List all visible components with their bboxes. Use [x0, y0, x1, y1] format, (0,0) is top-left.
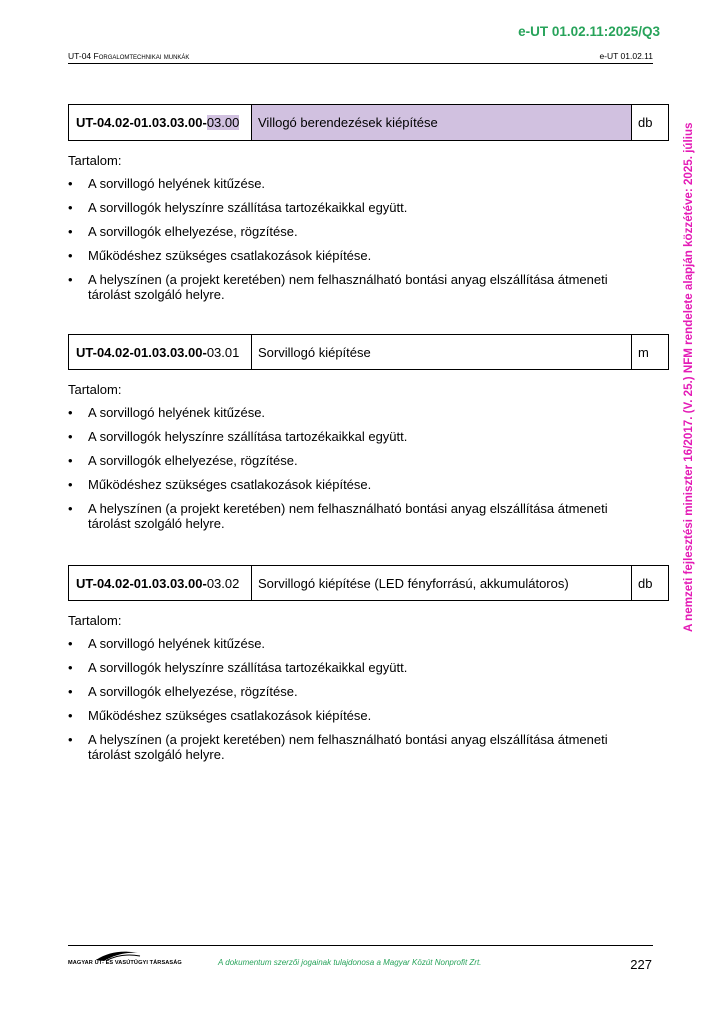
list-item: • A sorvillogók elhelyezése, rögzítése. [68, 224, 669, 239]
contents-label: Tartalom: [68, 382, 122, 397]
document-id: e-UT 01.02.11:2025/Q3 [518, 24, 660, 39]
list-item: • A sorvillogó helyének kitűzése. [68, 636, 669, 651]
item-code [69, 105, 252, 140]
item-description: Sorvillogó kiépítése (LED fényforrású, akkumulátoros) [252, 566, 632, 600]
header-title [68, 51, 189, 61]
contents-label: Tartalom: [68, 153, 122, 168]
contents-list [68, 405, 669, 531]
header-reference: e-UT 01.02.11 [599, 51, 653, 61]
list-item: • A sorvillogók elhelyezése, rögzítése. [68, 453, 669, 468]
item-code-suffix: 03.02 [206, 575, 240, 591]
list-item: • A sorvillogók helyszínre szállítása tartozékaikkal együtt. [68, 660, 669, 675]
contents-list [68, 176, 669, 302]
list-item: • A sorvillogók helyszínre szállítása tartozékaikkal együtt. [68, 200, 669, 215]
item-description: Sorvillogó kiépítése [252, 335, 632, 369]
item-code [69, 335, 252, 369]
item-unit: db [638, 575, 653, 591]
item-code-prefix: UT-04.02-01.03.03.00- [76, 575, 207, 591]
header-title-text: UT-04 Forgalomtechnikai munkák [68, 51, 190, 61]
item-description: Villogó berendezések kiépítése [252, 105, 632, 140]
item-section-03-00 [68, 104, 669, 311]
header-divider [68, 63, 653, 64]
list-item: • A sorvillogók elhelyezése, rögzítése. [68, 684, 669, 699]
item-code-prefix: UT-04.02-01.03.03.00- [76, 344, 207, 360]
list-item: • A sorvillogó helyének kitűzése. [68, 176, 669, 191]
list-item: • A sorvillogó helyének kitűzése. [68, 405, 669, 420]
item-code-suffix: 03.00 [206, 115, 240, 130]
copyright-note: A dokumentum szerzői jogainak tulajdonosa a Magyar Közút Nonprofit Zrt. [218, 958, 482, 967]
item-section-03-02 [68, 565, 669, 771]
contents-label: Tartalom: [68, 613, 122, 628]
list-item: • Működéshez szükséges csatlakozások kiépítése. [68, 477, 669, 492]
list-item: • A helyszínen (a projekt keretében) nem felhasználható bontási anyag elszállítása átmeneti tárolást szolgáló helyre. [68, 501, 669, 531]
society-logo [68, 950, 182, 970]
item-code-suffix: 03.01 [206, 344, 240, 360]
contents-list [68, 636, 669, 762]
item-header-table [68, 334, 669, 370]
list-item: • A helyszínen (a projekt keretében) nem felhasználható bontási anyag elszállítása átmeneti tárolást szolgáló helyre. [68, 272, 669, 302]
publication-note: A nemzeti fejlesztési miniszter 16/2017. (V. 25.) NFM rendelete alapján közzétéve: 2025. július [682, 122, 695, 632]
page-number: 227 [630, 957, 652, 972]
list-item: • Működéshez szükséges csatlakozások kiépítése. [68, 248, 669, 263]
footer-divider [68, 945, 653, 946]
item-section-03-01 [68, 334, 669, 540]
item-header-table [68, 104, 669, 141]
item-code-prefix: UT-04.02-01.03.03.00- [76, 115, 207, 130]
item-header-table [68, 565, 669, 601]
list-item: • A helyszínen (a projekt keretében) nem felhasználható bontási anyag elszállítása átmeneti tárolást szolgáló helyre. [68, 732, 669, 762]
item-code [69, 566, 252, 600]
item-unit: db [638, 115, 653, 130]
logo-text: MAGYAR ÚT- ÉS VASÚTÜGYI TÁRSASÁG [68, 960, 182, 966]
list-item: • A sorvillogók helyszínre szállítása tartozékaikkal együtt. [68, 429, 669, 444]
list-item: • Működéshez szükséges csatlakozások kiépítése. [68, 708, 669, 723]
item-unit: m [638, 344, 649, 360]
